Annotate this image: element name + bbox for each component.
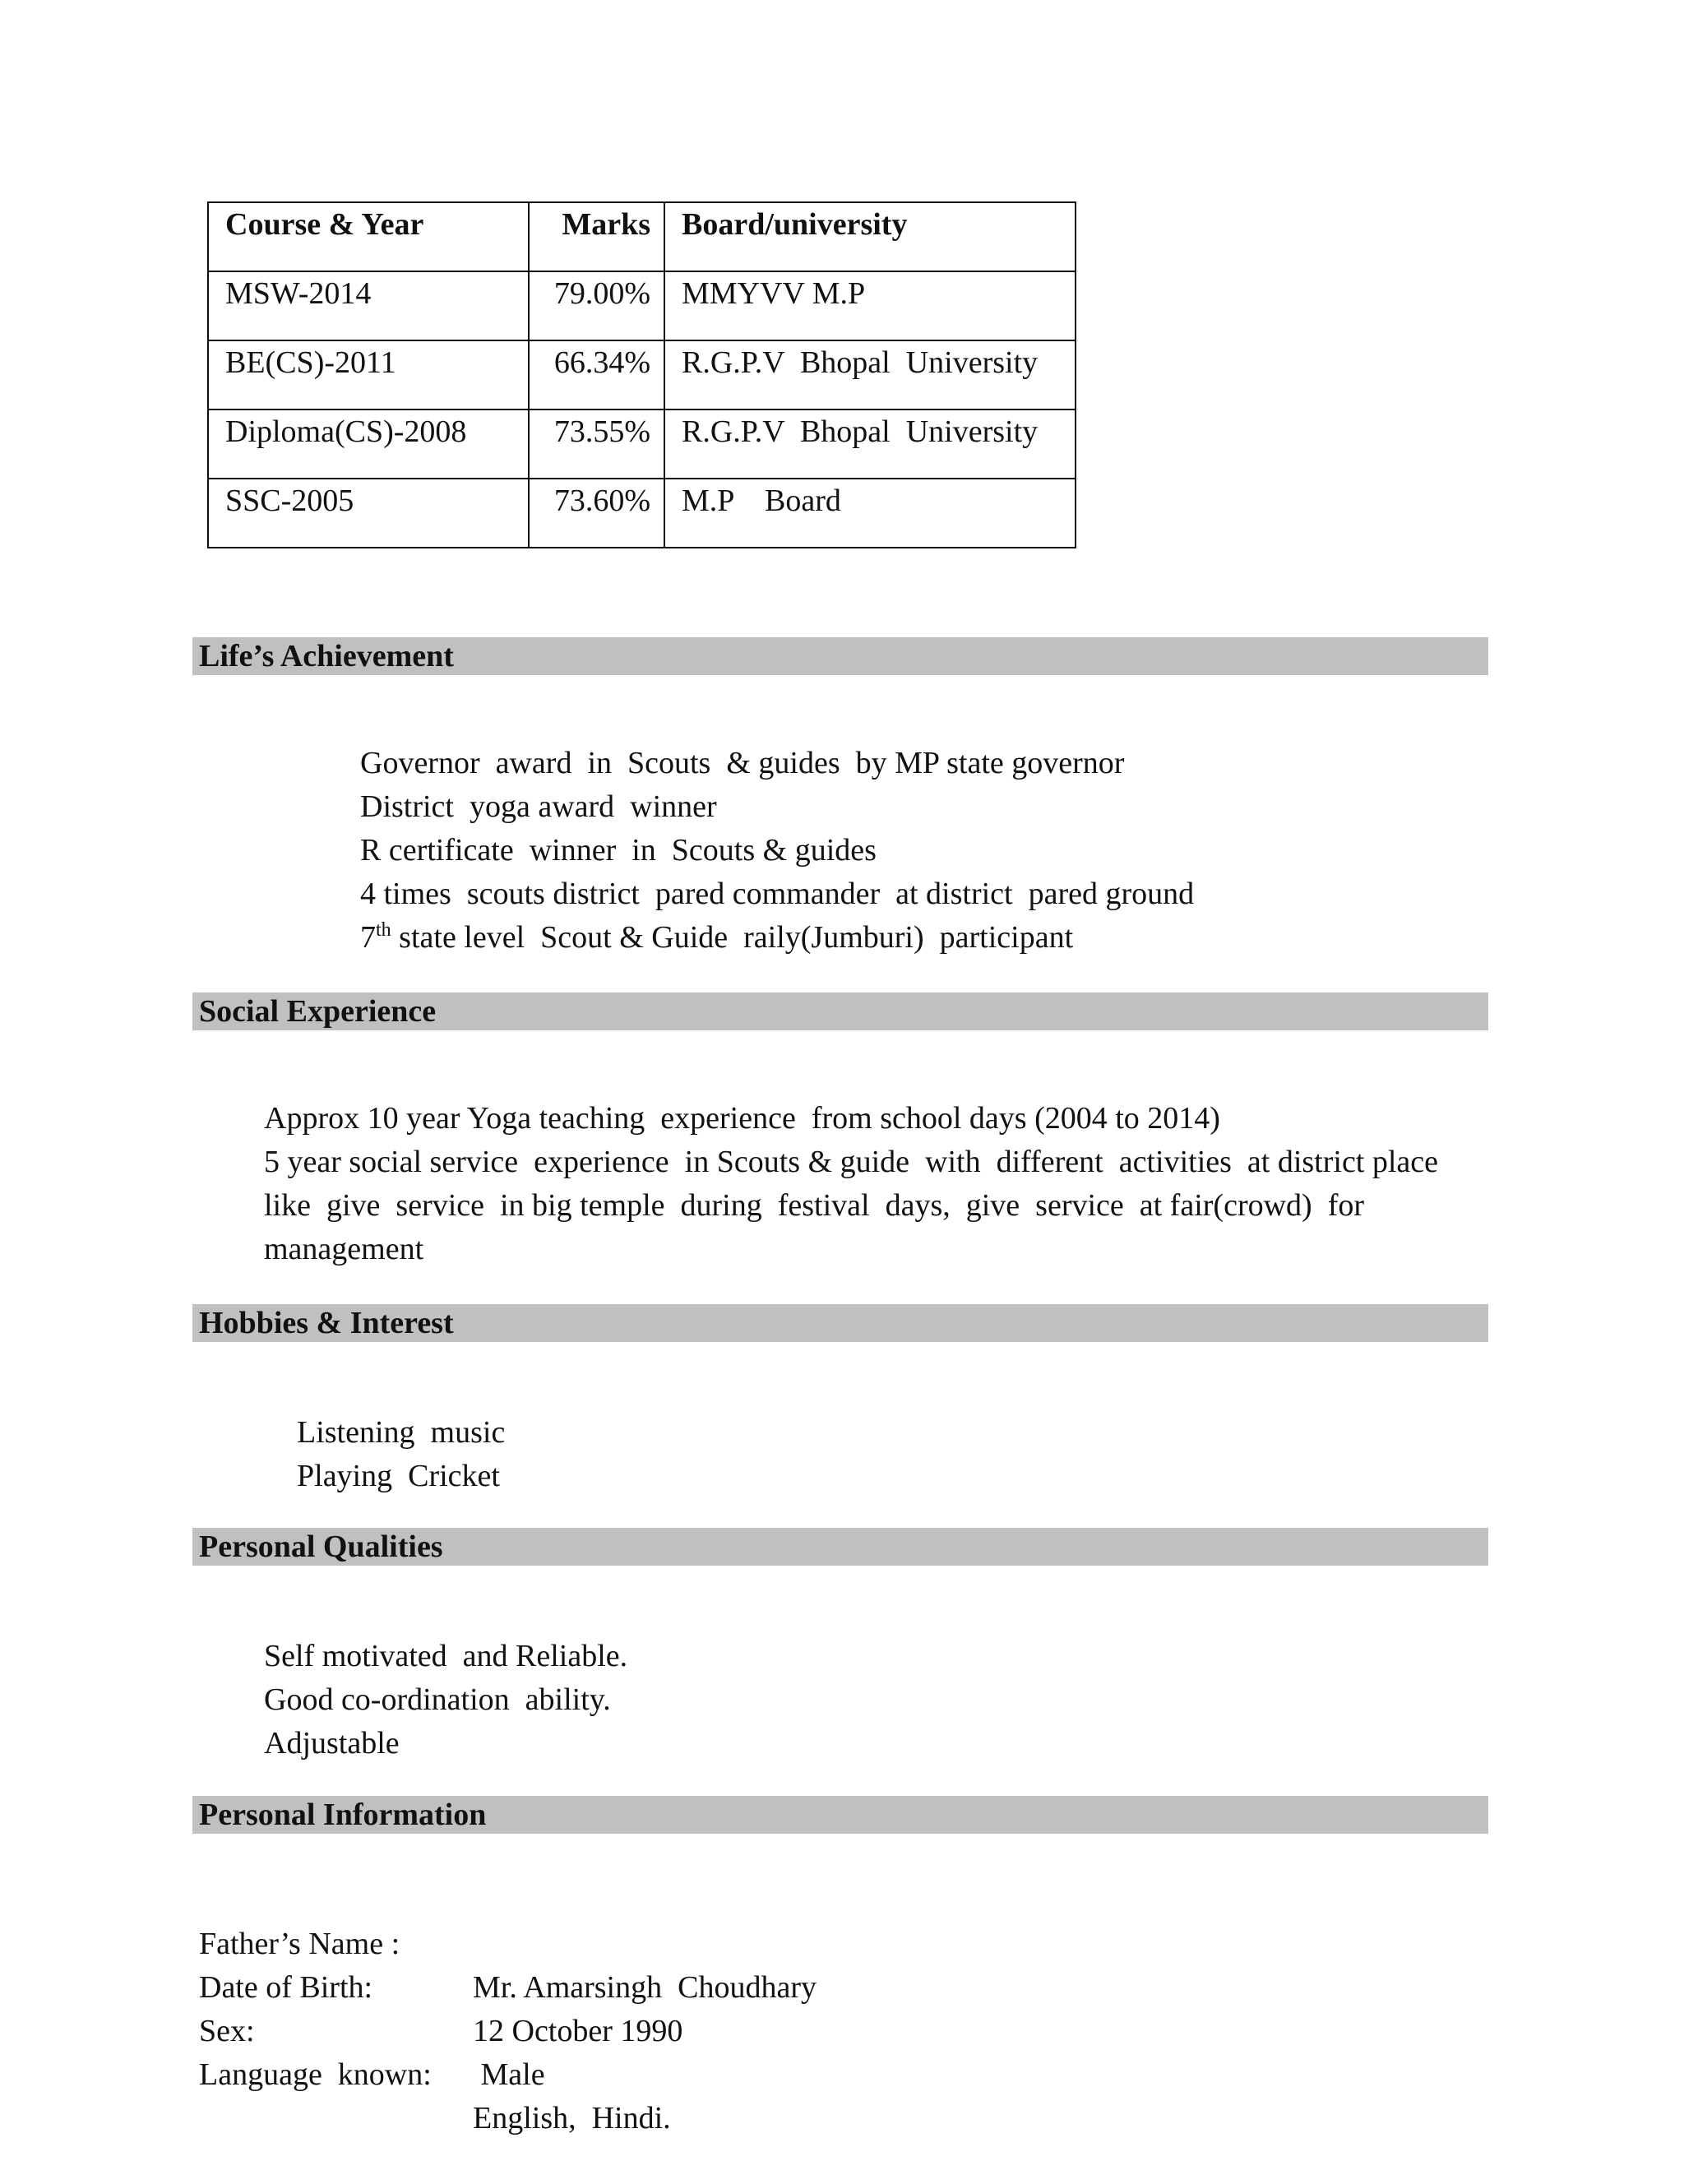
- paragraph-line: management: [264, 1232, 424, 1266]
- qualities-list: [264, 1635, 627, 1765]
- table-row: [208, 479, 1076, 548]
- hobbies-list: [297, 1411, 505, 1498]
- board-cell: MMYVV M.P: [664, 271, 1076, 340]
- section-title-achievement: Life’s Achievement: [192, 637, 1488, 675]
- paragraph-line: like give service in big temple during festival days, give service at fair(crowd) for: [264, 1188, 1364, 1223]
- list-item: [360, 916, 1194, 960]
- table-row: [208, 340, 1076, 410]
- course-cell: MSW-2014: [208, 271, 529, 340]
- list-item: R certificate winner in Scouts & guides: [360, 833, 877, 868]
- info-value: Mr. Amarsingh Choudhary: [473, 1970, 817, 2005]
- info-value: 12 October 1990: [473, 2014, 683, 2048]
- table-row: [208, 410, 1076, 479]
- list-item: Adjustable: [264, 1726, 400, 1761]
- info-value: English, Hindi.: [473, 2101, 671, 2135]
- paragraph-line: 5 year social service experience in Scouts & guide with different activities at district place: [264, 1145, 1439, 1179]
- header-course-year: Course & Year: [208, 202, 529, 271]
- education-table: [207, 201, 1076, 548]
- board-cell: R.G.P.V Bhopal University: [664, 340, 1076, 410]
- section-title-social: Social Experience: [192, 993, 1488, 1030]
- section-title-qualities: Personal Qualities: [192, 1528, 1488, 1566]
- board-cell: R.G.P.V Bhopal University: [664, 410, 1076, 479]
- marks-cell: 73.60%: [529, 479, 664, 548]
- table-row: [208, 271, 1076, 340]
- header-board: Board/university: [664, 202, 1076, 271]
- list-item: Self motivated and Reliable.: [264, 1639, 628, 1673]
- achievement-list: [360, 742, 1194, 960]
- social-experience-text: [264, 1097, 1438, 1271]
- info-label: Language known:: [199, 2057, 432, 2092]
- paragraph-line: Approx 10 year Yoga teaching experience from school days (2004 to 2014): [264, 1101, 1220, 1136]
- list-item: Good co-ordination ability.: [264, 1682, 611, 1717]
- info-label: Father’s Name :: [199, 1927, 400, 1961]
- section-title-personal: Personal Information: [192, 1796, 1488, 1834]
- table-header-row: [208, 202, 1076, 271]
- list-item-text: state level Scout & Guide raily(Jumburi) participant: [391, 920, 1074, 955]
- list-item: Listening music: [297, 1415, 506, 1450]
- ordinal-suffix: th: [376, 919, 391, 941]
- list-item: Playing Cricket: [297, 1459, 500, 1493]
- board-cell: M.P Board: [664, 479, 1076, 548]
- header-marks: Marks: [529, 202, 664, 271]
- marks-cell: 66.34%: [529, 340, 664, 410]
- course-cell: BE(CS)-2011: [208, 340, 529, 410]
- marks-cell: 79.00%: [529, 271, 664, 340]
- list-item: District yoga award winner: [360, 789, 717, 824]
- list-item: Governor award in Scouts & guides by MP state governor: [360, 746, 1125, 780]
- section-title-hobbies: Hobbies & Interest: [192, 1304, 1488, 1342]
- ordinal-number: 7: [360, 920, 376, 955]
- info-label: Sex:: [199, 2014, 255, 2048]
- marks-cell: 73.55%: [529, 410, 664, 479]
- course-cell: Diploma(CS)-2008: [208, 410, 529, 479]
- info-label: Date of Birth:: [199, 1970, 373, 2005]
- personal-info: [199, 1879, 1186, 2135]
- list-item: 4 times scouts district pared commander at district pared ground: [360, 877, 1195, 911]
- course-cell: SSC-2005: [208, 479, 529, 548]
- info-value: Male: [473, 2057, 545, 2092]
